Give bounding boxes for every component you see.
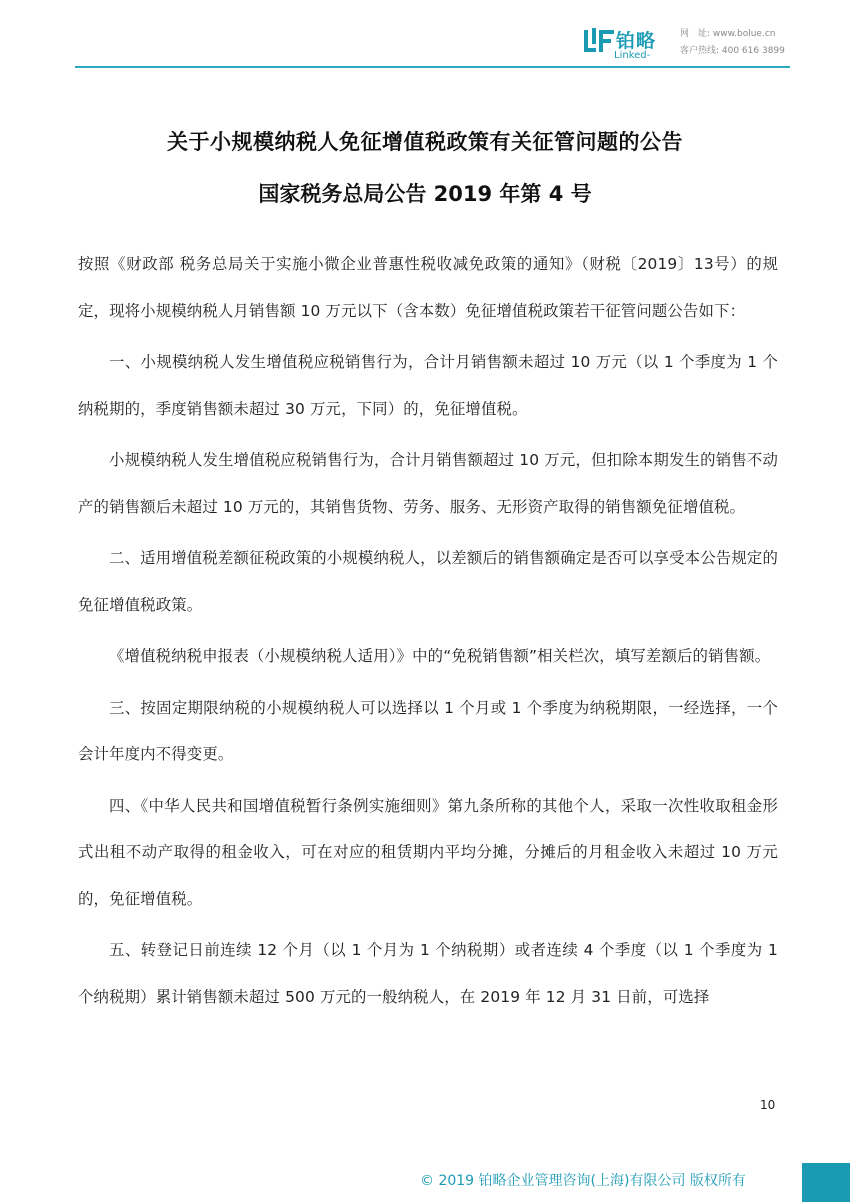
document-title: 关于小规模纳税人免征增值税政策有关征管问题的公告 <box>167 130 683 154</box>
header-divider <box>75 66 790 68</box>
hotline-text: 客户热线: 400 616 3899 <box>680 46 785 56</box>
paragraph-item-5: 五、转登记日前连续 12 个月（以 1 个月为 1 个纳税期）或者连续 4 个季度（以 1 个季度为 1 个纳税期）累计销售额未超过 500 万元的一般纳税人，在 2019 年 12 月 31 日前，可选择 <box>78 941 778 1006</box>
paragraph-intro: 按照《财政部 税务总局关于实施小微企业普惠性税收减免政策的通知》（财税〔2019〕13号）的规定，现将小规模纳税人月销售额 10 万元以下（含本数）免征增值税政策若干征管问题公告如下： <box>78 255 778 320</box>
paragraph-item-3: 三、按固定期限纳税的小规模纳税人可以选择以 1 个月或 1 个季度为纳税期限，一经选择，一个会计年度内不得变更。 <box>78 698 778 763</box>
paragraph-item-2-detail: 《增值税纳税申报表（小规模纳税人适用）》中的“免税销售额”相关栏次，填写差额后的销售额。 <box>109 647 771 665</box>
logo-mark-icon <box>584 28 614 52</box>
contact-info <box>680 26 785 60</box>
paragraph-item-4: 四、《中华人民共和国增值税暂行条例实施细则》第九条所称的其他个人，采取一次性收取租金形式出租不动产取得的租金收入，可在对应的租赁期内平均分摊，分摊后的月租金收入未超过 10 万元的，免征增值税。 <box>78 796 778 908</box>
website-text: 网 址: www.bolue.cn <box>680 29 776 39</box>
brand-subtitle: Linked- <box>614 50 651 61</box>
footer-copyright: © 2019 铂略企业管理咨询(上海)有限公司 版权所有 <box>420 1173 746 1189</box>
paragraph-item-1: 一、小规模纳税人发生增值税应税销售行为，合计月销售额未超过 10 万元（以 1 个季度为 1 个纳税期的，季度销售额未超过 30 万元，下同）的，免征增值税。 <box>78 353 778 418</box>
document-subtitle: 国家税务总局公告 2019 年第 4 号 <box>258 182 592 206</box>
paragraph-item-2: 二、适用增值税差额征税政策的小规模纳税人，以差额后的销售额确定是否可以享受本公告规定的免征增值税政策。 <box>78 549 778 614</box>
paragraph-item-1-detail: 小规模纳税人发生增值税应税销售行为，合计月销售额超过 10 万元，但扣除本期发生的销售不动产的销售额后未超过 10 万元的，其销售货物、劳务、服务、无形资产取得的销售额免征增值税。 <box>78 451 778 516</box>
company-logo <box>584 24 668 64</box>
document-body <box>78 241 778 1025</box>
footer-accent-block <box>802 1163 850 1202</box>
page-number: 10 <box>760 1098 776 1112</box>
brand-name: 铂略 <box>616 30 657 52</box>
